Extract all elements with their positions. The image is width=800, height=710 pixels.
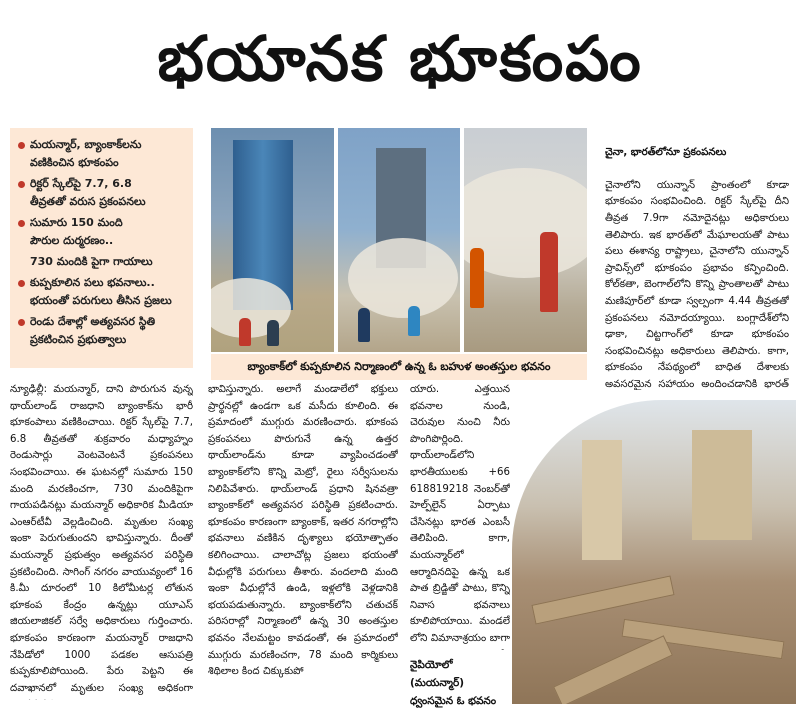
highlight-text: రెండు దేశాల్లో అత్యవసర స్థితి: [30, 315, 156, 328]
article-column-2: భావిస్తున్నారు. అలాగే మండాలేలో భక్తులు ప్రార్థనల్లో ఉండగా ఒక మసీదు కూలింది. ఈ ప్రమాదంలో ముగ్గురు మరణించారు. భూకంప ప్రకంపనలు పొరుగునే ఉన్న ఉత్తర థాయ్‌లాండ్‌ను కూడా వ్యాపించడంతో బ్యాంకాక్‌లోని కొన్ని మెట్రో, రైలు సర్వీసులను నిలిపివేశారు. థాయ్‌లాండ్ ప్రధాని షినవత్రా బ్యాంకాక్‌లో అత్యవసర పరిస్థితి ప్రకటించారు. భూకంపం కారణంగా బ్యాంకాక్, ఇతర నగరాల్లోని భవనాలు వణికిన దృశ్యాలు భయోత్పాతం కలిగించాయి. చాలాచోట్ల ప్రజలు భయంతో వీధుల్లోకి పరుగులు తీశారు. వందలాది మంది ఇంకా వీధుల్లోనే ఉండి, ఇళ్లలోకి వెళ్లడానికి భయపడుతున్నారు. బ్యాంకాక్‌లోని చతుచక్ పరిసరాల్లో నిర్మాణంలో ఉన్న 30 అంతస్తుల భవనం నేలమట్టం కావడంతో, ఈ ప్రమాదంలో ముగ్గురు మరణించగా, 78 మంది కార్మికులు శిథిలాల కింద చిక్కుకుపో: [208, 384, 398, 678]
bullet-dot-icon: [18, 280, 25, 287]
highlight-text: భయంతో పరుగులు తీసిన ప్రజలు: [30, 294, 172, 307]
column-right-top: [605, 128, 789, 390]
page-headline: భయానక భూకంపం: [157, 22, 643, 95]
highlight-text: ప్రకటించిన ప్రభుత్వాలు: [30, 333, 127, 346]
building-collapse-photo-2: [338, 128, 461, 352]
article-column-1: న్యూఢిల్లీ: మయన్మార్, దాని పొరుగున వున్న థాయ్‌లాండ్ రాజధాని బ్యాంకాక్‌ను భారీ భూకంపాలు వణికించాయి. రిక్టర్ స్కేల్‌పై 7.7, 6.8 తీవ్రతతో శుక్రవారం మధ్యాహ్నం రెండుసార్లు వెంటవెంటనే ప్రకంపనలు సంభవించాయి. ఈ ఘటనల్లో సుమారు 150 మంది మరణించగా, 730 మందికిపైగా గాయపడినట్లు మయన్మార్ అధికారిక మీడియా ఎంఆర్‌టీవీ వెల్లడించింది. మృతుల సంఖ్య ఇంకా పెరుగుతుందని భావిస్తున్నారు. దీంతో మయన్మార్ ప్రభుత్వం అత్యవసర పరిస్థితి ప్రకటించింది. సాగింగ్ నగరం వాయువ్యంలో 16 కి.మీ దూరంలో 10 కిలోమీటర్ల లోతున భూకంప కేంద్రం ఉన్నట్లు యూఎస్ జియలాజికల్ సర్వే అధికారులు గుర్తించారు. భూకంపం కారణంగా మయన్మార్ రాజధాని నేపిడోలో 1000 పడకల ఆసుపత్రి కుప్పకూలిపోయింది. పేరు పెట్టని ఈ దవాఖానలో మృతుల సంఖ్య అధికంగా: [10, 384, 193, 694]
highlight-text: తీవ్రతతో వరుస ప్రకంపనలు: [30, 195, 146, 208]
highlight-text: వణికించిన భూకంపం: [30, 156, 119, 169]
highlight-item: [16, 214, 187, 250]
building-collapse-photo-3: [464, 128, 587, 352]
highlight-text: కుప్పకూలిన పలు భవనాలు..: [30, 276, 155, 289]
rubble-photo: [512, 400, 796, 704]
highlight-text: సుమారు 150 మంది: [30, 216, 123, 229]
bullet-dot-icon: [18, 220, 25, 227]
bullet-dot-icon: [18, 319, 25, 326]
building-collapse-photo-1: [211, 128, 334, 352]
highlight-item: [16, 253, 187, 271]
highlight-item: [16, 175, 187, 211]
rubble-photo-caption: నైపియోలో (మయన్మార్) ధ్వంసమైన ఓ భవనం: [410, 659, 497, 707]
photo-caption: బ్యాంకాక్‌లో కుప్పకూలిన నిర్మాణంలో ఉన్న ఓ బహుళ అంతస్తుల భవనం: [211, 354, 587, 380]
highlight-item: [16, 274, 187, 310]
highlight-item: [16, 313, 187, 349]
highlight-text: 730 మందికి పైగా గాయాలు: [30, 255, 153, 268]
bullet-dot-icon: [18, 181, 25, 188]
highlight-item: [16, 136, 187, 172]
column-right-body: చైనాలోని యున్నాన్ ప్రాంతంలో కూడా భూకంపం సంభవించింది. రిక్టర్ స్కేల్‌పై దీని తీవ్రత 7.9గా నమోదైనట్లు అధికారులు తెలిపారు. ఇక భారత్‌లో మేఘాలయతో పాటు పలు ఈశాన్య రాష్ట్రాలు, చైనాలోని యున్నాన్ ప్రావిన్స్‌లో భూకంపం ప్రభావం కన్పించింది. కోల్‌కతా, బెంగాల్‌లోని కొన్ని ప్రాంతాలతో పాటు మణిపూర్‌లో కూడా స్వల్పంగా 4.44 తీవ్రతతో ప్రకంపనలు నమోదయ్యాయి. బంగ్లాదేశ్‌లోని ఢాకా, చిట్టగాంగ్‌లో కూడా భూకంపం సంభవించినట్లు అధికారులు తెలిపారు. కాగా, భూకంపం నేపథ్యంలో బాధిత దేశాలకు అవసరమైన సహాయం అందించడానికి భారత్: [605, 179, 789, 390]
highlights-box: [10, 128, 193, 368]
collapse-photo-strip: [211, 128, 587, 352]
article-column-3: యారు. ఎత్తయిన భవనాల నుండి, చెరువుల నుంచి నీరు పొంగిపొర్లింది. థాయ్‌లాండ్‌లోని భారతీయులకు +66 618819218 నెంబర్‌తో హెల్ప్‌లైన్ ఏర్పాటు చేసినట్లు భారత ఎంబసీ తెలిపింది. కాగా, మయన్మార్‌లో ఆర్మాదినదిపై ఉన్న ఒక పాత బ్రిడ్జితో పాటు, కొన్ని నివాస భవనాలు కూలిపోయాయి. మండలే లోని విమానాశ్రయం బాగా: [410, 384, 510, 644]
bullet-dot-icon: [18, 142, 25, 149]
column-right-heading: చైనా, భారత్‌లోనూ ప్రకంపనలు: [605, 146, 727, 158]
highlight-text: మయన్మార్, బ్యాంకాక్‌లను: [30, 138, 142, 151]
highlight-text: పౌరుల దుర్మరణం..: [30, 234, 114, 247]
highlight-text: రిక్టర్ స్కేల్‌పై 7.7, 6.8: [30, 177, 132, 190]
